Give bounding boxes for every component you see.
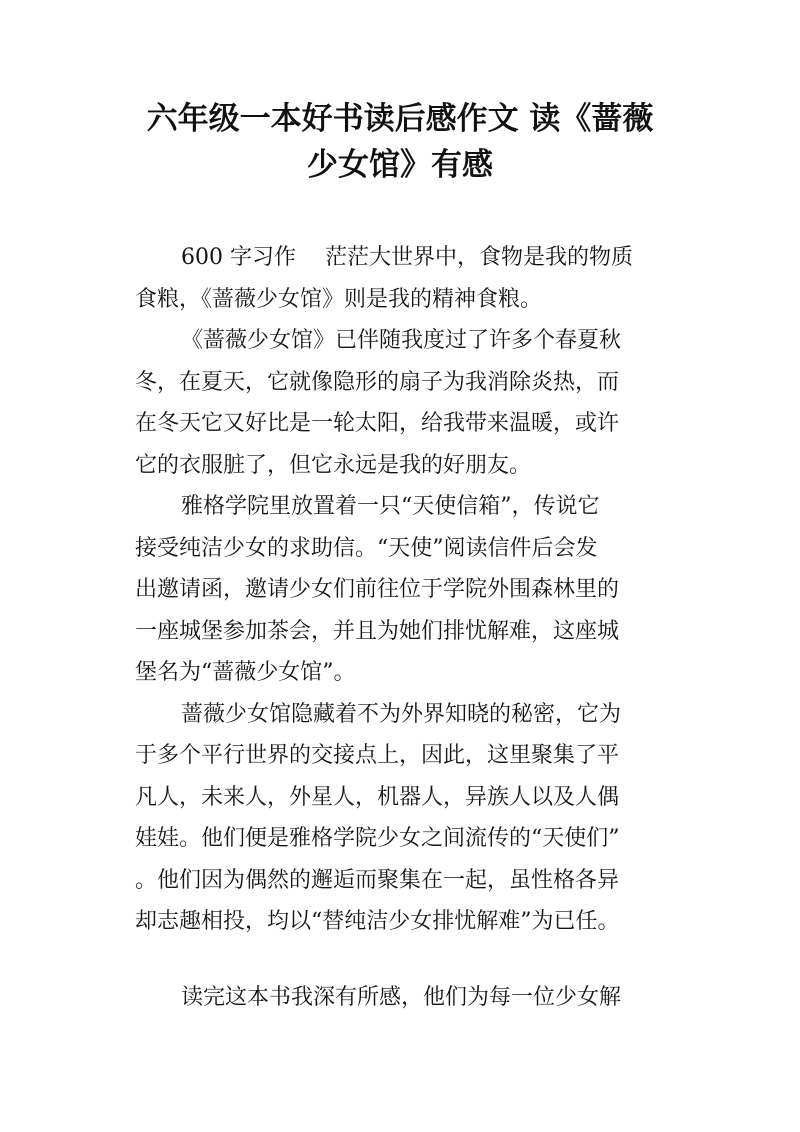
paragraph [135, 237, 680, 320]
paragraph-line: 在冬天它又好比是一轮太阳，给我带来温暖，或许 [135, 411, 620, 436]
paragraph [135, 320, 680, 486]
paragraph-line: 读完这本书我深有所感，他们为每一位少女解 [181, 984, 622, 1010]
paragraph-line: 接受纯洁少女的求助信。“天使”阅读信件后会发 [135, 535, 598, 561]
document-body [135, 237, 680, 1018]
paragraph [135, 977, 680, 1019]
paragraph-line: 蔷薇少女馆隐藏着不为外界知晓的秘密，它为 [181, 701, 622, 727]
paragraph-line: 《蔷薇少女馆》已伴随我度过了许多个春夏秋 [181, 328, 622, 353]
paragraph-line: 。他们因为偶然的邂逅而聚集在一起，虽性格各异 [135, 867, 620, 893]
paragraph [135, 486, 680, 694]
title-line: 六年级一本好书读后感作文 读《蔷薇 [146, 101, 654, 137]
paragraph-line: 凡人，未来人，外星人，机器人，异族人以及人偶 [135, 784, 620, 810]
paragraph-line: 却志趣相投，均以“替纯洁少女排忧解难”为已任。 [135, 909, 620, 934]
paragraph-line: 冬，在夏天，它就像隐形的扇子为我消除炎热，而 [135, 369, 620, 395]
paragraph-line: 一座城堡参加茶会，并且为她们排忧解难，这座城 [135, 618, 620, 644]
paragraph-line: 600 字习作 茫茫大世界中，食物是我的物质 [181, 245, 633, 270]
paragraph-line: 出邀请函，邀请少女们前往位于学院外围森林里的 [135, 577, 620, 602]
document-title [120, 96, 680, 188]
paragraph-line: 食粮，《蔷薇少女馆》则是我的精神食粮。 [135, 286, 543, 312]
paragraph-line: 它的衣服脏了，但它永远是我的好朋友。 [135, 452, 532, 478]
paragraph [135, 694, 680, 943]
paragraph-line: 娃娃。他们便是雅格学院少女之间流传的“天使们” [135, 826, 620, 851]
title-line: 少女馆》有感 [307, 147, 493, 183]
paragraph-line: 于多个平行世界的交接点上，因此，这里聚集了平 [135, 743, 620, 768]
paragraph-line: 雅格学院里放置着一只“天使信箱”，传说它 [181, 494, 600, 519]
paragraph-line: 堡名为“蔷薇少女馆”。 [135, 660, 356, 685]
